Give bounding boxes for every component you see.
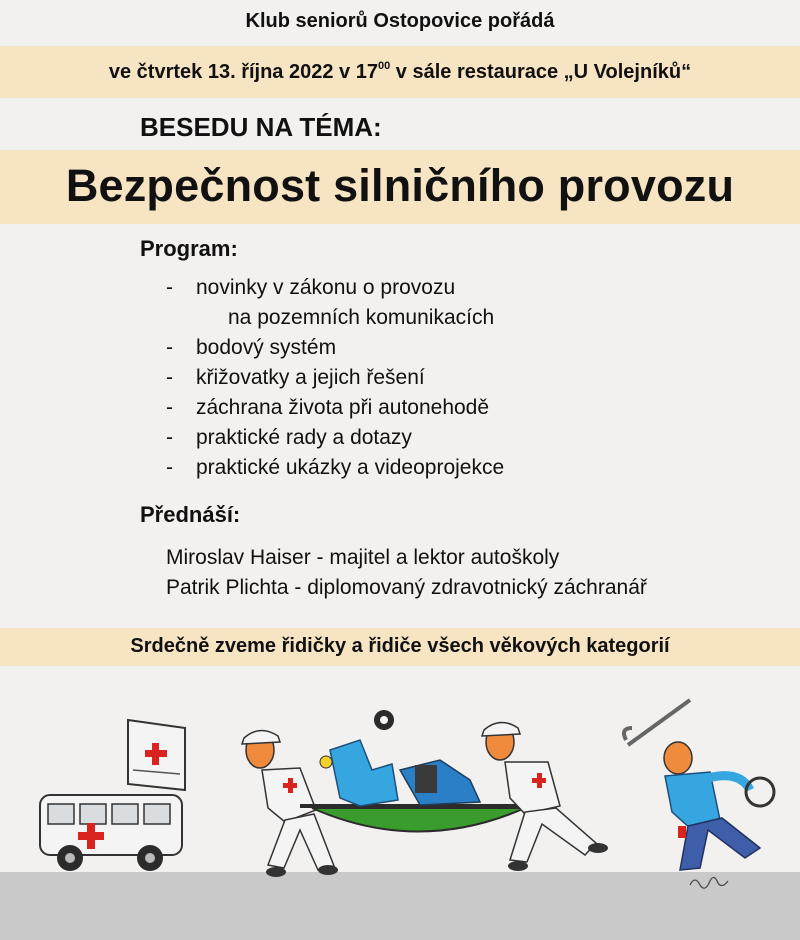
ambulance-icon: [40, 720, 185, 871]
paramedic-icon: [482, 722, 608, 871]
program-item: - bodový systém: [166, 336, 337, 359]
program-item: - praktické rady a dotazy: [166, 426, 412, 449]
invitation-text: Srdečně zveme řidičky a řidiče všech věkových kategorií: [130, 635, 670, 657]
date-prefix: ve čtvrtek 13. října 2022 v 17: [108, 61, 378, 83]
program-heading: Program:: [140, 236, 238, 261]
venue-text: v sále restaurace „U Volejníků“: [390, 61, 692, 83]
illustration: [0, 680, 800, 940]
time-minutes: 00: [377, 60, 391, 72]
organizer-line: Klub seniorů Ostopovice pořádá: [245, 10, 555, 32]
speaker-line: Patrik Plichta - diplomovaný zdravotnický záchranář: [166, 576, 647, 599]
topic-intro: BESEDU NA TÉMA:: [140, 112, 382, 142]
speaker-line: Miroslav Haiser - majitel a lektor autoškoly: [166, 546, 560, 569]
program-item: - záchrana života při autonehodě: [166, 396, 490, 419]
program-item: - křižovatky a jejich řešení: [166, 366, 425, 389]
speakers-heading: Přednáší:: [140, 502, 241, 527]
signature: [690, 877, 728, 888]
event-date-line: [0, 60, 800, 84]
program-item: - novinky v zákonu o provozu: [166, 276, 456, 299]
program-item: - praktické ukázky a videoprojekce: [166, 456, 505, 479]
program-item-continuation: na pozemních komunikacích: [228, 306, 495, 329]
running-man-icon: [624, 700, 774, 870]
paramedic-icon: [242, 730, 338, 877]
page-title: Bezpečnost silničního provozu: [65, 160, 735, 211]
